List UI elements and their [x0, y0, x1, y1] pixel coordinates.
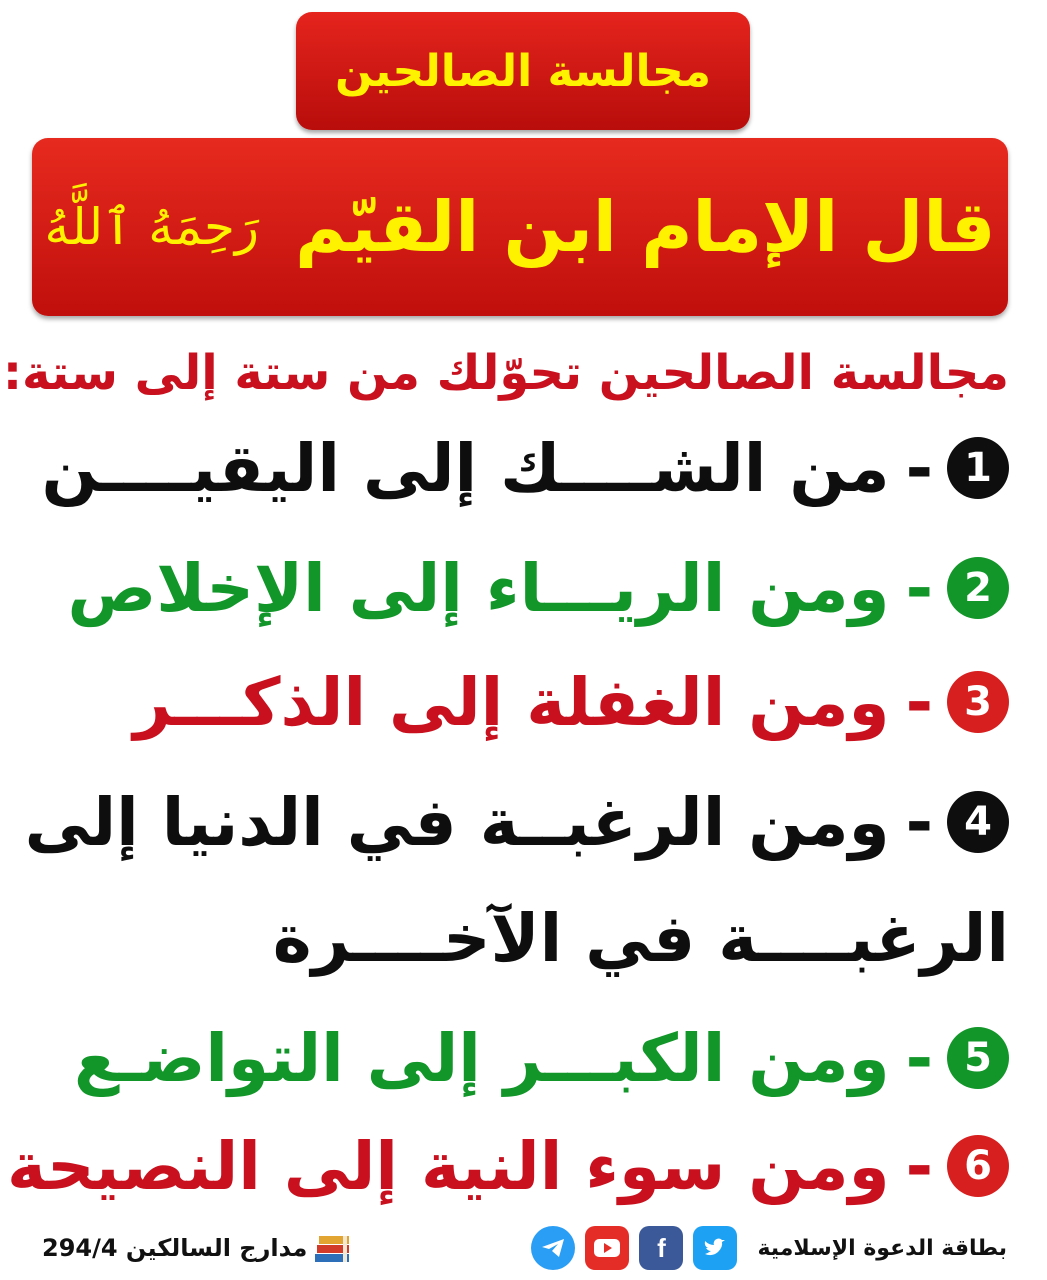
- number-badge: 1: [947, 437, 1009, 499]
- list-item-4: [24, 772, 1009, 872]
- honorific-text: رَحِمَهُ ٱللَّهُ: [44, 198, 260, 256]
- youtube-icon[interactable]: [585, 1226, 629, 1270]
- number-badge: 3: [947, 671, 1009, 733]
- dash: -: [905, 1127, 933, 1205]
- number-badge: 6: [947, 1135, 1009, 1197]
- list-item-text: ومن الريـــاء إلى الإخلاص: [67, 549, 890, 627]
- number-badge: 2: [947, 557, 1009, 619]
- number-badge: 4: [947, 791, 1009, 853]
- number-badge: 5: [947, 1027, 1009, 1089]
- source-citation: [42, 1228, 353, 1268]
- books-icon: [313, 1232, 353, 1264]
- dash: -: [905, 429, 933, 507]
- facebook-icon[interactable]: f: [639, 1226, 683, 1270]
- list-item-text: ومن الرغبــة في الدنيا إلى: [24, 783, 890, 861]
- list-item-2: [34, 538, 1009, 638]
- list-item-text: الرغبــــة في الآخــــرة: [272, 899, 1009, 977]
- main-title-text: قال الإمام ابن القيّم: [295, 186, 996, 268]
- list-item-6: [6, 1116, 1009, 1216]
- twitter-icon[interactable]: [693, 1226, 737, 1270]
- social-icons: [531, 1226, 737, 1270]
- dash: -: [905, 549, 933, 627]
- dash: -: [905, 1019, 933, 1097]
- top-title-banner: [296, 12, 750, 130]
- list-item-text: ومن الكبـــر إلى التواضـع: [73, 1019, 890, 1097]
- list-item-4-continuation: [34, 888, 1009, 988]
- list-item-text: ومن سوء النية إلى النصيحة: [6, 1127, 890, 1205]
- list-item-3: [34, 652, 1009, 752]
- list-item-1: [34, 418, 1009, 518]
- list-item-5: [34, 1008, 1009, 1108]
- dash: -: [905, 663, 933, 741]
- list-item-text: من الشــــك إلى اليقيــــن: [41, 429, 890, 507]
- source-text: مدارج السالكين 294/4: [42, 1234, 308, 1262]
- top-title-text: مجالسة الصالحين: [334, 45, 712, 97]
- footer-brand-bar: [531, 1228, 1007, 1268]
- telegram-icon[interactable]: [531, 1226, 575, 1270]
- brand-text: بطاقة الدعوة الإسلامية: [757, 1235, 1007, 1261]
- main-title-banner: [32, 138, 1008, 316]
- subheading: مجالسة الصالحين تحوّلك من ستة إلى ستة:: [2, 345, 1009, 401]
- dash: -: [905, 783, 933, 861]
- list-item-text: ومن الغفلة إلى الذكـــر: [133, 663, 890, 741]
